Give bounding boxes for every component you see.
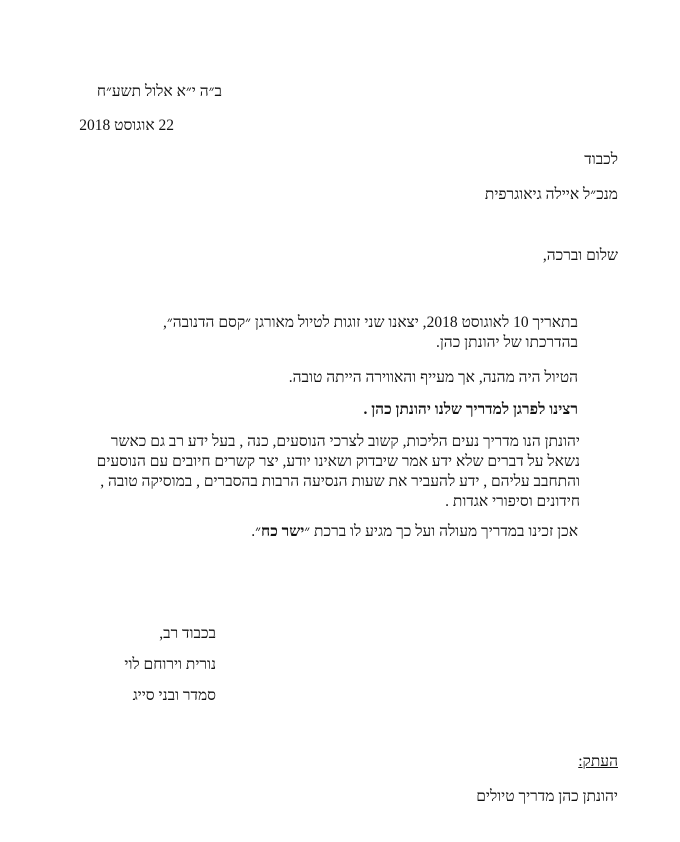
recipient-to: לכבוד xyxy=(584,151,618,168)
closing-bold: ישר כח xyxy=(261,523,305,540)
copy-recipient: יהונתן כהן מדריך טיולים xyxy=(476,788,618,805)
signature-signer-1: נורית וירוחם לוי xyxy=(124,656,216,673)
intro-line: בתאריך 10 לאוגוסט 2018, יצאנו שני זוגות לטיול מאורגן ״קסם הדנובה״, xyxy=(162,314,578,331)
highlight-line: רצינו לפרגן למדריך שלנו יהונתן כהן . xyxy=(363,401,578,418)
intro-line: בהדרכתו של יהונתן כהן. xyxy=(435,334,578,351)
praise-paragraph xyxy=(97,432,580,512)
signature-regards: בכבוד רב, xyxy=(159,625,216,642)
intro-paragraph xyxy=(163,313,578,353)
signature-signer-2: סמדר ובני סייג xyxy=(132,687,216,704)
greeting: שלום וברכה, xyxy=(542,247,618,264)
closing-end: ״. xyxy=(251,523,262,540)
praise-line: יהונתן הנו מדריך נעים הליכות, קשוב לצרכי הנוסעים, כנה , בעל ידע רב גם כאשר xyxy=(110,433,580,450)
trip-summary: הטיול היה מהנה, אך מעייף והאווירה הייתה טובה. xyxy=(288,369,578,386)
gregorian-date: 22 אוגוסט 2018 xyxy=(79,117,174,134)
praise-line: נשאל על דברים שלא ידע אמר שיבדוק ושאינו יודע, יצר קשרים חיובים עם הנוסעים xyxy=(96,453,580,470)
praise-line: והתחבב עליהם , ידע להעביר את שעות הנסיעה הרבות בהסברים , במוסיקה טובה , xyxy=(100,473,580,490)
closing-plain: אכן זכינו במדריך מעולה ועל כך מגיע לו ברכת ״ xyxy=(304,523,578,540)
copy-label: העתק: xyxy=(578,753,618,770)
recipient-name: מנכ״ל איילה גיאוגרפית xyxy=(484,186,618,203)
hebrew-date: ב״ה י״א אלול תשע״ח xyxy=(96,83,222,100)
praise-line: חידונים וסיפורי אגדות . xyxy=(445,493,580,510)
closing-line xyxy=(251,522,578,542)
